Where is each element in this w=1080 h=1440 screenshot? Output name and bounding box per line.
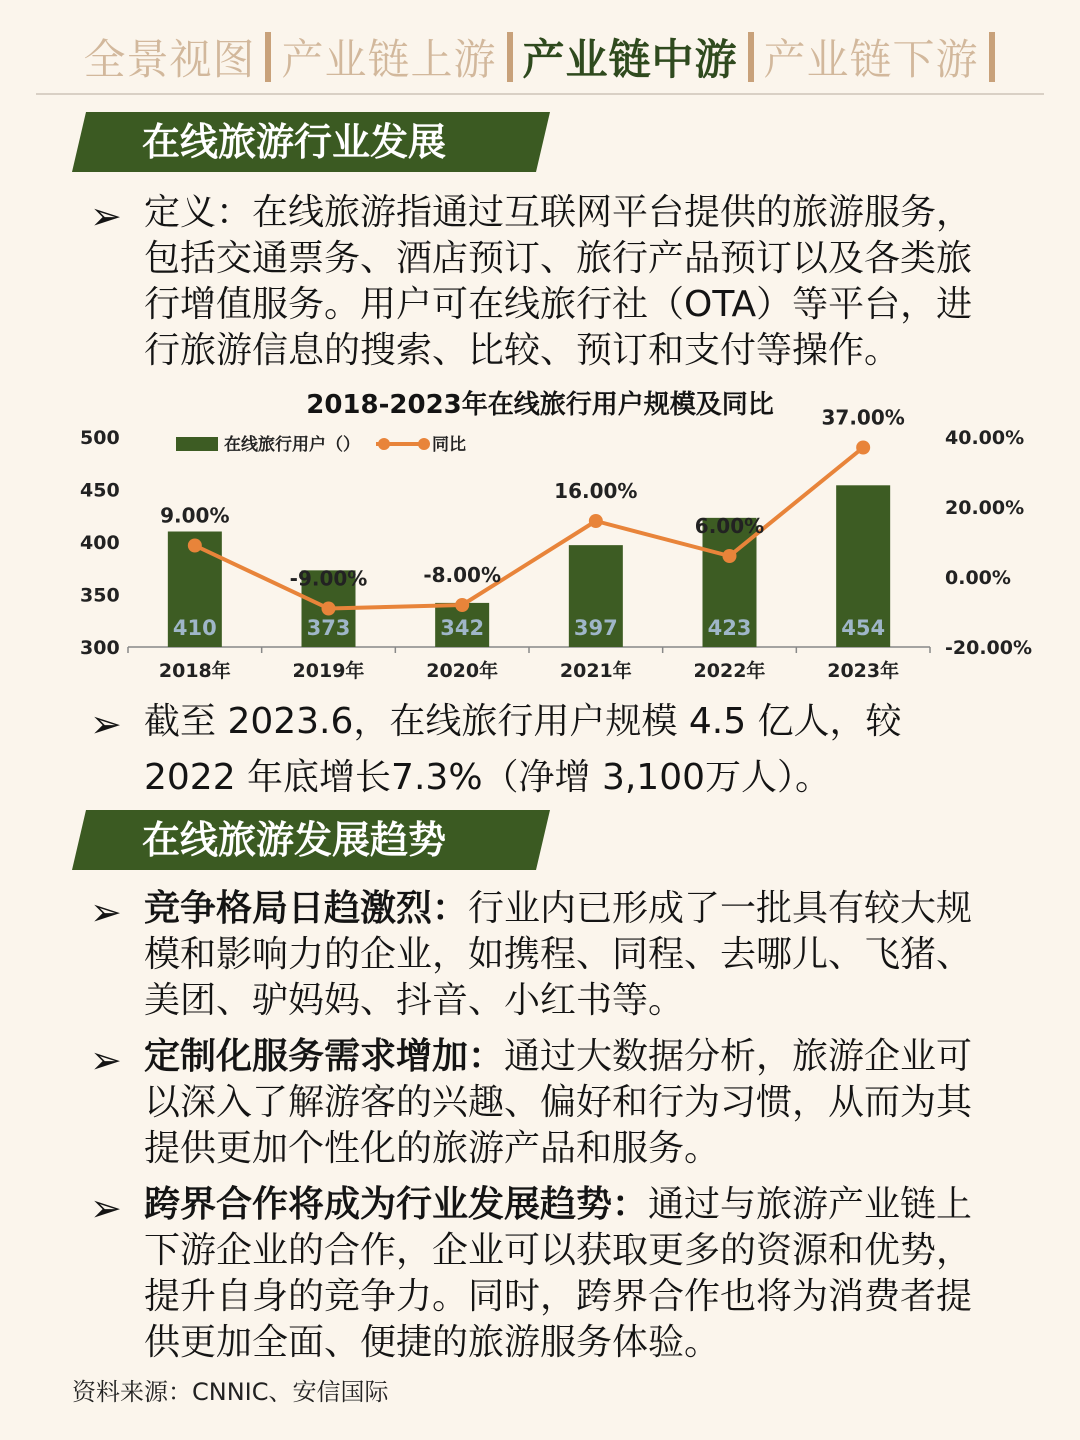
section-title-development: 在线旅游行业发展	[142, 120, 447, 164]
x-tick-label: 2020年	[426, 660, 499, 682]
y-right-tick-label: -20.00%	[945, 637, 1033, 659]
trend-item-customization	[144, 1034, 1004, 1172]
legend-line-label: 同比	[432, 435, 466, 455]
bar-value-label: 454	[841, 616, 886, 640]
bar-value-label: 423	[707, 616, 752, 640]
bar-value-label: 342	[440, 616, 485, 640]
y-right-tick-label: 40.00%	[945, 427, 1025, 449]
x-tick-label: 2018年	[158, 660, 231, 682]
tab-overview[interactable]: 全景视图	[83, 35, 256, 84]
tab-separator	[265, 32, 271, 82]
bullet-icon: ➢	[90, 1038, 122, 1082]
yoy-value-label: -8.00%	[423, 563, 502, 587]
trend-heading: 跨界合作将成为行业发展趋势：	[144, 1184, 649, 1225]
bar-value-label: 410	[172, 616, 217, 640]
x-tick-label: 2019年	[292, 660, 365, 682]
tab-midstream[interactable]: 产业链中游	[522, 35, 738, 84]
top-nav	[0, 22, 1080, 92]
y-left-tick-label: 400	[80, 532, 120, 554]
bar-value-label: 373	[306, 616, 351, 640]
yoy-value-label: 6.00%	[694, 514, 765, 538]
bar-value-label: 397	[573, 616, 618, 640]
tab-separator	[989, 32, 995, 82]
definition-text: 定义：在线旅游指通过互联网平台提供的旅游服务，包括交通票务、酒店预订、旅行产品预订以及各类旅行增值服务。用户可在线旅行社（OTA）等平台，进行旅游信息的搜索、比较、预订和支付等操作。	[144, 192, 973, 371]
bullet-icon: ➢	[90, 702, 122, 746]
x-tick-label: 2021年	[559, 660, 632, 682]
trend-item-competition	[144, 886, 1004, 1024]
trend-text: 通过与旅游产业链上下游企业的合作，企业可以获取更多的资源和优势，提升自身的竞争力。同时，跨界合作也将为消费者提供更加全面、便捷的旅游服务体验。	[144, 1184, 973, 1363]
y-right-tick-label: 20.00%	[945, 497, 1025, 519]
legend-bar-swatch	[176, 437, 218, 451]
yoy-point	[188, 539, 202, 553]
yoy-value-label: 9.00%	[160, 503, 230, 528]
y-right-tick-label: 0.00%	[945, 567, 1011, 589]
legend-bar-label: 在线旅行用户（）	[224, 435, 360, 455]
trend-text: 行业内已形成了一批具有较大规模和影响力的企业，如携程、同程、去哪儿、飞猪、美团、驴妈妈、抖音、小红书等。	[144, 888, 973, 1021]
yoy-point	[322, 602, 336, 616]
y-left-tick-label: 450	[80, 479, 120, 502]
yoy-value-label: 37.00%	[821, 405, 905, 430]
bullet-icon: ➢	[90, 890, 122, 934]
yoy-point	[455, 598, 469, 612]
trend-heading: 定制化服务需求增加：	[144, 1036, 505, 1077]
x-tick-label: 2022年	[693, 660, 766, 682]
yoy-point	[589, 514, 603, 528]
tab-separator	[748, 32, 754, 82]
trend-text: 通过大数据分析，旅游企业可以深入了解游客的兴趣、偏好和行为习惯，从而为其提供更加个性化的旅游产品和服务。	[144, 1036, 973, 1169]
legend-line-marker	[378, 438, 390, 450]
y-left-tick-label: 300	[80, 637, 120, 659]
x-tick-label: 2023年	[827, 660, 900, 682]
user-scale-stat: 截至 2023.6，在线旅行用户规模 4.5 亿人，较 2022 年底增长7.3%（净增 3,100万人）。	[144, 701, 902, 798]
trend-item-crossover	[144, 1182, 1004, 1366]
tab-upstream[interactable]: 产业链上游	[281, 35, 497, 84]
yoy-value-label: 16.00%	[554, 479, 638, 503]
chart-title: 2018-2023年在线旅行用户规模及同比	[306, 390, 774, 420]
y-left-tick-label: 350	[80, 584, 120, 607]
section-title-trends: 在线旅游发展趋势	[142, 818, 447, 862]
tab-downstream[interactable]: 产业链下游	[763, 35, 979, 84]
nav-divider	[36, 93, 1044, 95]
bullet-icon: ➢	[90, 1186, 122, 1230]
yoy-point	[723, 549, 737, 563]
legend-line-marker	[418, 438, 430, 450]
yoy-value-label: -9.00%	[289, 566, 368, 591]
yoy-point	[856, 441, 870, 455]
y-left-tick-label: 500	[80, 427, 120, 449]
source-note: 资料来源：CNNIC、安信国际	[72, 1378, 389, 1406]
tab-separator	[507, 32, 513, 82]
trend-heading: 竞争格局日趋激烈：	[144, 888, 469, 929]
bullet-icon: ➢	[90, 194, 122, 238]
